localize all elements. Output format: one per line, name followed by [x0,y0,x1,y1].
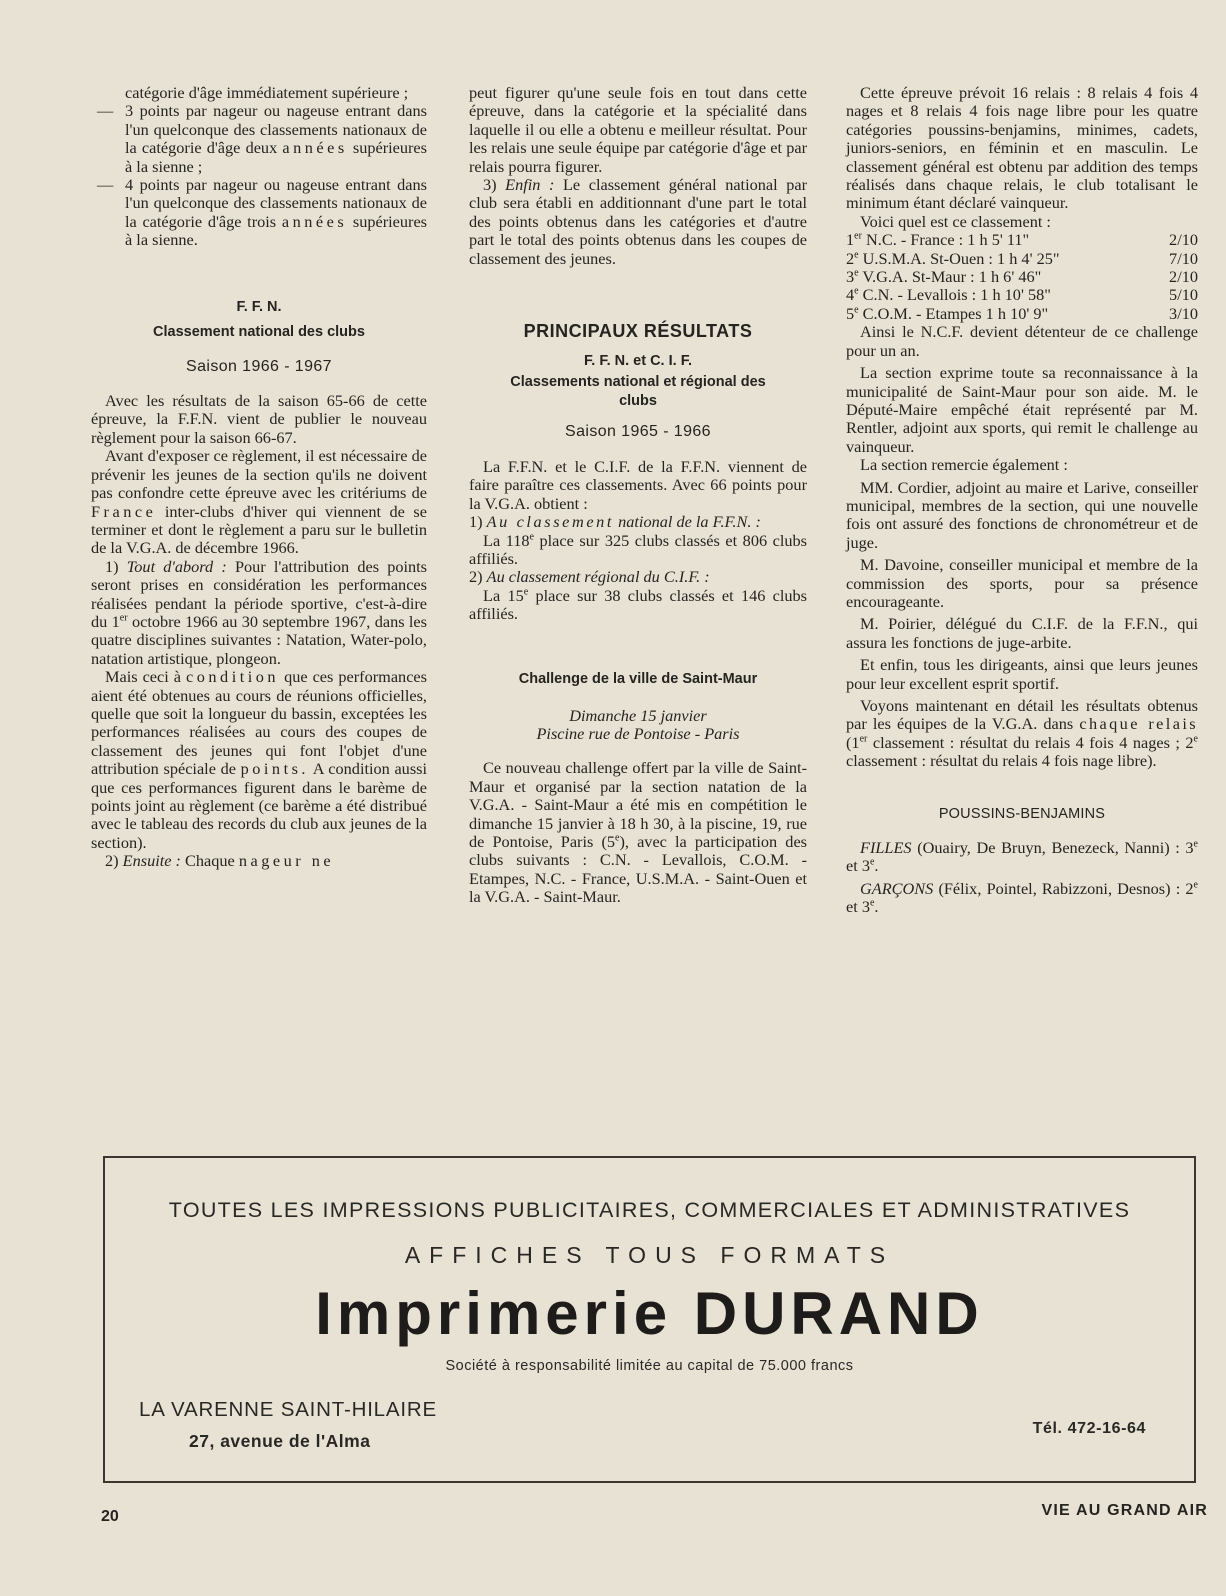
ad-address: 27, avenue de l'Alma [189,1431,371,1451]
result-row [846,231,1198,249]
paragraph [469,532,807,569]
result-name: C.N. - Levallois : 1 h 10' 58" [862,285,1051,305]
superscript: er [119,612,128,624]
paragraph: Voici quel est ce classement : [860,211,1051,231]
season-label: Saison 1965 - 1966 [565,423,711,441]
result-entry [846,250,1060,268]
superscript: e [615,832,620,844]
result-girls: FILLES (Ouairy, De Bruyn, Benezeck, Nanni) : 3e et 3e. [846,838,1198,876]
italic-label: GARÇONS [860,878,934,898]
number: 2) [105,851,119,871]
result-boys: GARÇONS (Félix, Pointel, Rabizzoni, Desnos) : 2e et 3e. [846,878,1198,917]
spaced-text: chaque relais [1079,714,1198,734]
publication-title: VIE AU GRAND AIR [1041,1502,1208,1519]
result-row [846,268,1198,286]
section-heading: F. F. N. [236,298,282,315]
section-subheading: Classement national des clubs [153,323,365,340]
result-rank: 4 [846,285,855,305]
superscript: er [859,733,868,745]
text: place sur 325 clubs classés et 806 clubs affiliés. [469,530,807,568]
paragraph [91,668,427,852]
section-subheading: Classements national et régional des clubs [510,374,766,410]
result-entry [846,268,1041,286]
result-rank: 5 [846,303,855,323]
superscript: e [1193,838,1198,850]
text: Chaque [185,851,235,871]
paragraph [91,447,427,557]
superscript: er [854,230,862,242]
superscript: e [854,267,859,279]
text: que ces performances aient été obtenues au cours de réunions officielles, quelle que soit la longueur du bassin, exceptées les performances réalisées au cours des coupes de classement des jeunes qui font l'objet d'une attribution spéciale de [91,667,427,779]
text: Mais ceci à [105,667,182,687]
result-name: V.G.A. St-Maur : 1 h 6' 46" [862,267,1042,287]
text: supérieures à la sienne ; [125,138,427,176]
superscript: e [854,249,859,261]
section-heading: F. F. N. et C. I. F. [584,353,692,370]
number: 1) [105,556,119,576]
paragraph [469,513,807,531]
advertisement-box [103,1156,1196,1483]
italic-text: Enfin : [505,175,555,195]
paragraph: La section remercie également : [860,455,1068,475]
superscript: e [1193,733,1198,745]
paragraph: Cette épreuve prévoit 16 relais : 8 relais 4 fois 4 nages et 8 relais 4 fois nage libre pour les quatre catégories poussins-benjamins, minimes, cadets, juniors-seniors, en féminin et en masculin. Le classement général est obtenu par addition des temps réalisés dans chaque relais, le club totalisant le minimum étant déclaré vainqueur. [846,83,1198,213]
spaced-text: points. [240,759,310,779]
result-row [846,305,1198,323]
ad-phone: Tél. 472-16-64 [1032,1420,1146,1437]
ad-legal-line: Société à responsabilité limitée au capital de 75.000 francs [445,1358,854,1374]
spaced-text: années [282,138,348,158]
category-heading: POUSSINS-BENJAMINS [938,805,1106,822]
italic-text: Tout d'abord : [126,556,227,576]
text: et 3 [846,897,870,917]
paragraph: peut figurer qu'une seule fois en tout dans cette épreuve, dans la catégorie et la spécialité dans laquelle il ou elle a obtenu e meilleur résultat. Pour les relais une seule équipe par catégorie d'âge et par relais pourra figurer. [469,83,807,176]
italic-text: national de la F.F.N. : [618,512,761,532]
result-entry [846,305,1048,323]
text: A condition aussi que ces performances figurent dans le barème de points joint au règlement (ce barème a été distribué avec le tableau des records du club aux jeunes de la section). [91,759,428,852]
number: 3) [483,175,497,195]
spaced-text: années [281,211,348,231]
text: 3 points par nageur ou nageuse entrant dans l'un quelconque des classements nationaux de la catégorie d'âge deux [125,101,427,158]
result-entry [846,231,1029,249]
text: (Ouairy, De Bruyn, Benezeck, Nanni) : 3 [917,838,1194,858]
superscript: e [854,304,859,316]
text: classement : résultat du relais 4 fois 4 nages ; 2 [872,732,1194,752]
result-score: 5/10 [1169,285,1198,305]
text: et 3 [846,856,870,876]
text: (1 [846,732,860,752]
number: 1) [469,512,483,532]
spaced-text: condition [186,667,280,687]
text: ), avec la participation des clubs suivants : C.N. - Levallois, C.O.M. - Etampes, N.C. - France, U.S.M.A. - Saint-Ouen et la V.G.A. - Saint-Maur. [469,831,808,907]
paragraph: Avec les résultats de la saison 65-66 de cette épreuve, la F.F.N. vient de publier le nouveau règlement pour la saison 66-67. [91,391,427,447]
text: La 15 [483,585,524,605]
ad-subheadline: AFFICHES TOUS FORMATS [404,1242,895,1268]
result-rank: 2 [846,248,855,268]
paragraph [469,176,807,268]
paragraph [846,697,1198,771]
season-label: Saison 1966 - 1967 [186,357,332,375]
ad-headline: TOUTES LES IMPRESSIONS PUBLICITAIRES, COMMERCIALES ET ADMINISTRATIVES [168,1198,1131,1222]
italic-label: FILLES [860,838,912,858]
paragraph [469,759,807,906]
column-3 [846,84,1198,917]
superscript: e [869,897,875,909]
superscript: e [1193,879,1198,891]
ad-city: LA VARENNE SAINT-HILAIRE [139,1398,437,1421]
section-heading: Challenge de la ville de Saint-Maur [518,670,758,687]
spaced-text: nageur ne [238,851,335,871]
superscript: e [869,857,875,869]
result-score: 3/10 [1169,303,1198,323]
page-number: 20 [101,1508,119,1525]
paragraph: M. Poirier, délégué du C.I.F. de la F.F.N., qui assura les fonctions de juge-arbite. [846,614,1198,652]
main-heading: PRINCIPAUX RÉSULTATS [523,321,753,342]
result-name: C.O.M. - Etampes 1 h 10' 9" [862,303,1049,323]
text: octobre 1966 au 30 septembre 1967, dans les quatre disciplines suivantes : Natation, Water-polo, natation artistique, plongeon. [91,611,427,668]
result-score: 2/10 [1169,267,1198,287]
list-item [91,176,427,250]
paragraph: Et enfin, tous les dirigeants, ainsi que leurs jeunes pour leur excellent esprit sportif. [846,655,1198,693]
text: classement : résultat du relais 4 fois nage libre). [846,751,1157,771]
text: place sur 38 clubs classés et 146 clubs affiliés. [469,585,807,624]
paragraph: M. Davoine, conseiller municipal et membre de la commission des sports, pour sa présence encourageante. [846,555,1198,611]
paragraph [91,852,427,870]
superscript: e [523,586,529,598]
ad-brand: Imprimerie DURAND [315,1280,984,1347]
text: Le classement général national par club sera établi en additionnant d'une part le total des points obtenus dans les catégories et d'autre part le total des points obtenus dans les coupes de classement des jeunes. [469,175,807,268]
superscript: e [529,531,534,543]
italic-text: Au classement régional du C.I.F. : [486,567,710,587]
event-date: Dimanche 15 janvier [569,705,707,725]
paragraph [469,587,807,624]
text: supérieures à la sienne. [125,211,428,250]
paragraph: MM. Cordier, adjoint au maire et Larive, conseiller municipal, membres de la section, qui une nouvelle fois ont assuré des fonctions de chronométreur et de juge. [846,477,1198,552]
paragraph [91,558,427,668]
result-row [846,250,1198,268]
result-row [846,286,1198,304]
result-name: N.C. - France : 1 h 5' 11" [866,230,1030,250]
text: 4 points par nageur ou nageuse entrant dans l'un quelconque des classements nationaux de la catégorie d'âge trois [125,175,427,231]
paragraph [469,568,807,586]
text: Pour l'attribution des points seront prises en considération les performances réalisées pendant la période sportive, c'est-à-dire du 1 [91,556,428,631]
event-place: Piscine rue de Pontoise - Paris [536,723,740,743]
paragraph: La F.F.N. et le C.I.F. de la F.F.N. viennent de faire paraître ces classements. Avec 66 points pour la V.G.A. obtient : [469,456,807,513]
paragraph: Ainsi le N.C.F. devient détenteur de ce challenge pour un an. [846,322,1198,360]
list-item-continued: catégorie d'âge immédiatement supérieure ; [125,83,409,102]
text: inter-clubs d'hiver qui viennent de se terminer et dont le règlement a paru sur le bulletin de la V.G.A. de décembre 1966. [91,501,427,558]
list-item [91,102,427,176]
result-rank: 3 [846,267,855,287]
number: 2) [469,567,483,587]
result-name: U.S.M.A. St-Ouen : 1 h 4' 25" [862,248,1060,268]
superscript: e [854,286,859,298]
result-entry [846,286,1051,304]
text: (Félix, Pointel, Rabizzoni, Desnos) : 2 [938,878,1194,898]
result-score: 7/10 [1169,248,1198,268]
text: Avant d'exposer ce règlement, il est nécessaire de prévenir les jeunes de la section qu'ils ne doivent pas confondre cette épreuve avec les critériums de [91,446,427,503]
column-2 [469,84,807,907]
result-score: 2/10 [1169,230,1198,250]
result-rank: 1 [846,230,855,250]
results-list [846,231,1198,323]
paragraph: La section exprime toute sa reconnaissance à la municipalité de Saint-Maur pour son aide. M. le Député-Maire empêché était représenté par M. Rentler, adjoint aux sports, qui remit le challenge au vainqueur. [846,363,1198,456]
text: La 118 [483,530,530,550]
spaced-italic-text: Au classement [486,512,615,532]
spaced-text: France [91,501,157,521]
column-1 [91,84,427,871]
text: Ce nouveau challenge offert par la ville de Saint-Maur et organisé par la section natation de la V.G.A. - Saint-Maur a été mis en compétition le dimanche 15 janvier à 18 h 30, à la piscine, 19, rue de Pontoise, Paris (5 [469,758,807,851]
italic-text: Ensuite : [122,851,181,871]
text: Voyons maintenant en détail les résultats obtenus par les équipes de la V.G.A. dans [846,696,1198,734]
